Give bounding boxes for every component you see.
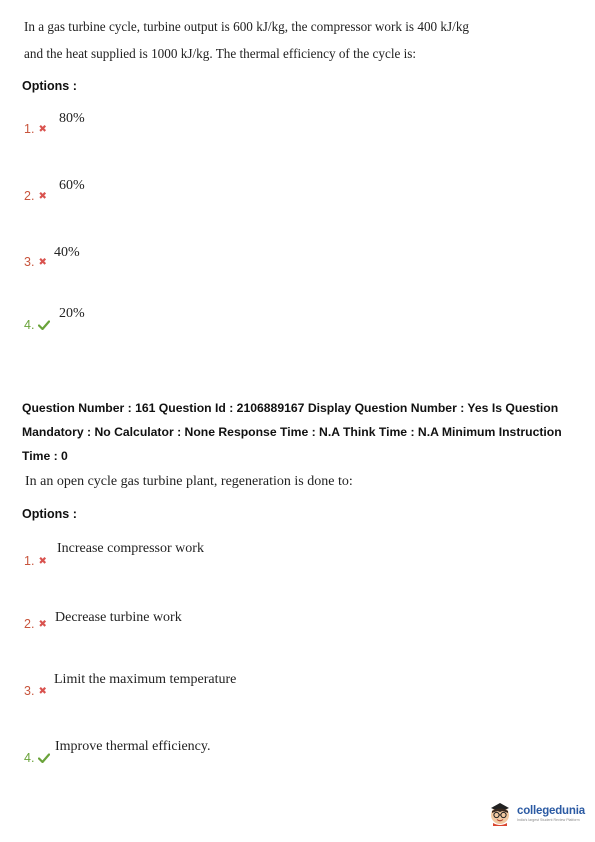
wrong-x-icon: ✖: [38, 555, 47, 567]
wrong-x-icon: ✖: [38, 685, 47, 697]
option-number: 2.: [24, 189, 35, 203]
wrong-x-icon: ✖: [38, 123, 47, 135]
option-text: Improve thermal efficiency.: [55, 739, 211, 754]
wrong-x-icon: ✖: [38, 256, 47, 268]
option-text: 80%: [59, 111, 85, 126]
option-text: Increase compressor work: [57, 541, 204, 556]
option-text: Decrease turbine work: [55, 610, 182, 625]
option-text: Limit the maximum temperature: [54, 672, 237, 687]
option-text: 40%: [54, 245, 80, 260]
option-number: 2.: [24, 617, 35, 631]
option-number: 3.: [24, 255, 35, 269]
q2-options-label: Options :: [22, 507, 77, 521]
q1-text-line1: In a gas turbine cycle, turbine output is 600 kJ/kg, the compressor work is 400 kJ/kg: [24, 19, 470, 34]
correct-check-icon: [38, 753, 50, 763]
option-number: 4.: [24, 751, 35, 765]
q2-meta-line2: Mandatory : No Calculator : None Response Time : N.A Think Time : N.A Minimum Instruction: [22, 425, 562, 439]
correct-check-icon: [38, 320, 50, 330]
q2-question-text: In an open cycle gas turbine plant, regeneration is done to:: [25, 474, 353, 489]
wrong-x-icon: ✖: [38, 618, 47, 630]
student-mascot-icon: [487, 800, 513, 826]
q2-meta-line3: Time : 0: [22, 449, 68, 463]
option-text: 60%: [59, 178, 85, 193]
logo-tagline: India's largest Student Review Platform: [517, 817, 580, 822]
option-number: 1.: [24, 554, 35, 568]
option-number: 1.: [24, 122, 35, 136]
logo-name: collegedunia: [517, 804, 585, 817]
collegedunia-logo: [487, 800, 585, 826]
option-number: 3.: [24, 684, 35, 698]
q1-options-label: Options :: [22, 79, 77, 93]
option-number: 4.: [24, 318, 35, 332]
q2-meta-line1: Question Number : 161 Question Id : 2106889167 Display Question Number : Yes Is Question: [22, 401, 559, 415]
option-text: 20%: [59, 306, 85, 321]
wrong-x-icon: ✖: [38, 190, 47, 202]
q1-text-line2: and the heat supplied is 1000 kJ/kg. The thermal efficiency of the cycle is:: [24, 46, 417, 61]
